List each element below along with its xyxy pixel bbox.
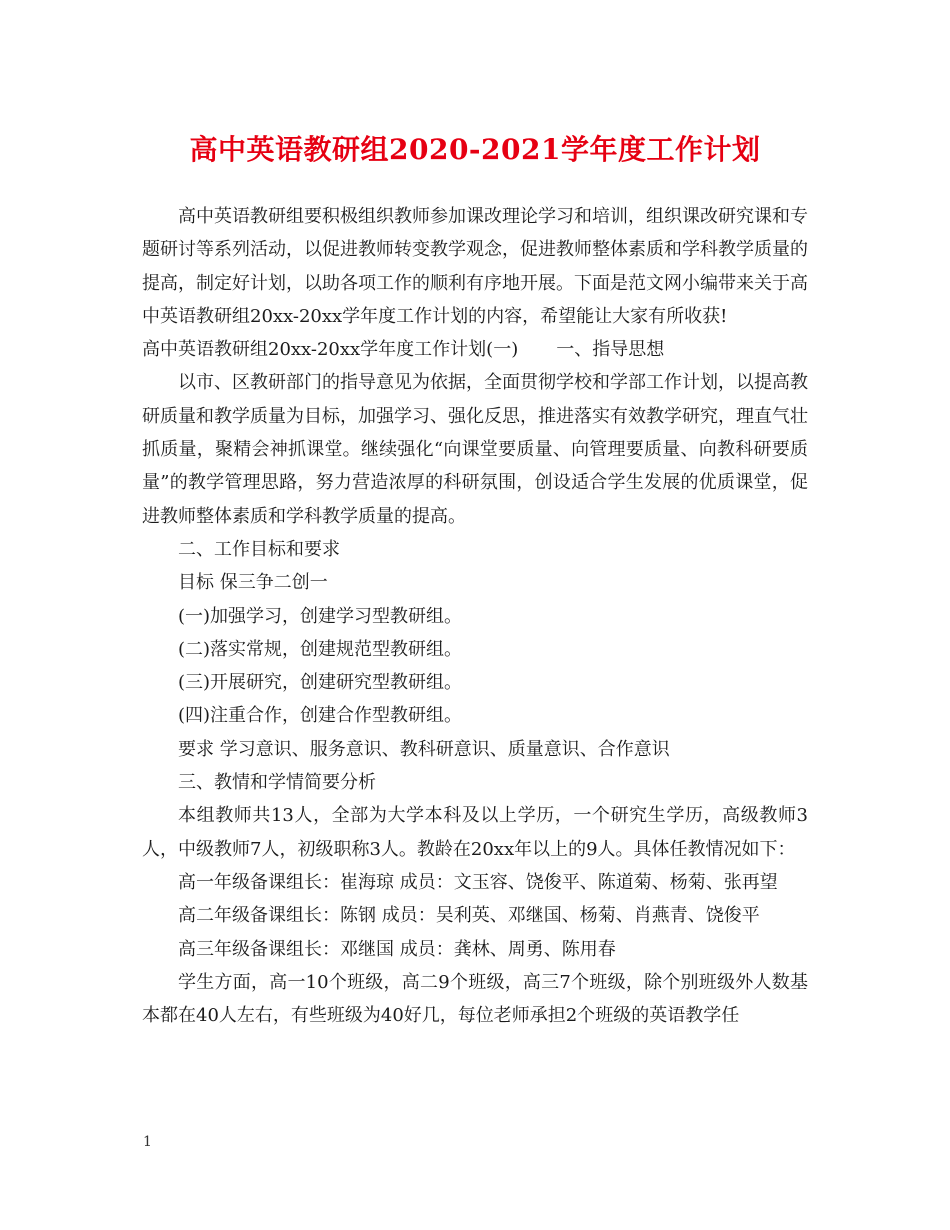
section1-heading: 一、指导思想 — [556, 339, 665, 361]
goal-item: (三)开展研究，创建研究型教研组。 — [178, 672, 463, 694]
goal-line: 目标 保三争二创一 — [178, 572, 328, 594]
students-paragraph: 学生方面，高一10个班级，高二9个班级，高三7个班级，除个别班级外人数基本都在40人左右，有些班级为40好几，每位老师承担2个班级的英语教学任 — [142, 971, 808, 1027]
grade-lead-line: 高三年级备课组长：邓继国 成员：龚林、周勇、陈用春 — [178, 938, 616, 960]
goal-item: (四)注重合作，创建合作型教研组。 — [178, 705, 463, 727]
goal-item: (一)加强学习，创建学习型教研组。 — [178, 605, 463, 627]
grade-lead-line: 高二年级备课组长：陈钢 成员：吴利英、邓继国、杨菊、肖燕青、饶俊平 — [178, 905, 760, 927]
requirements-line: 要求 学习意识、服务意识、教科研意识、质量意识、合作意识 — [178, 738, 670, 760]
section2-heading: 二、工作目标和要求 — [178, 538, 340, 560]
intro-paragraph: 高中英语教研组要积极组织教师参加课改理论学习和培训，组织课改研究课和专题研讨等系列活动，以促进教师转变教学观念，促进教师整体素质和学科教学质量的提高，制定好计划，以助各项工作的顺利有序地开展。下面是范文网小编带来关于高中英语教研组20xx-20xx学年度工作计划的内容，希望能让大家有所收获! — [142, 206, 808, 327]
document-body — [142, 200, 808, 1032]
plan-heading: 高中英语教研组20xx-20xx学年度工作计划(一) — [142, 339, 519, 361]
teachers-paragraph: 本组教师共13人，全部为大学本科及以上学历，一个研究生学历，高级教师3人，中级教师7人，初级职称3人。教龄在20xx年以上的9人。具体任教情况如下： — [142, 805, 808, 860]
grade-lead-line: 高一年级备课组长：崔海琼 成员：文玉容、饶俊平、陈道菊、杨菊、张再望 — [178, 871, 778, 893]
page-title: 高中英语教研组2020-2021学年度工作计划 — [189, 133, 761, 166]
section3-heading: 三、教情和学情简要分析 — [178, 772, 376, 794]
section1-paragraph: 以市、区教研部门的指导意见为依据，全面贯彻学校和学部工作计划，以提高教研质量和教学质量为目标，加强学习、强化反思，推进落实有效教学研究，理直气壮抓质量，聚精会神抓课堂。继续强化“向课堂要质量、向管理要质量、向教科研要质量”的教学管理思路，努力营造浓厚的科研氛围，创设适合学生发展的优质课堂，促进教师整体素质和学科教学质量的提高。 — [142, 372, 808, 527]
page-number: 1 — [143, 1134, 152, 1150]
goal-item: (二)落实常规，创建规范型教研组。 — [178, 638, 463, 660]
plan-heading-line — [142, 333, 808, 366]
